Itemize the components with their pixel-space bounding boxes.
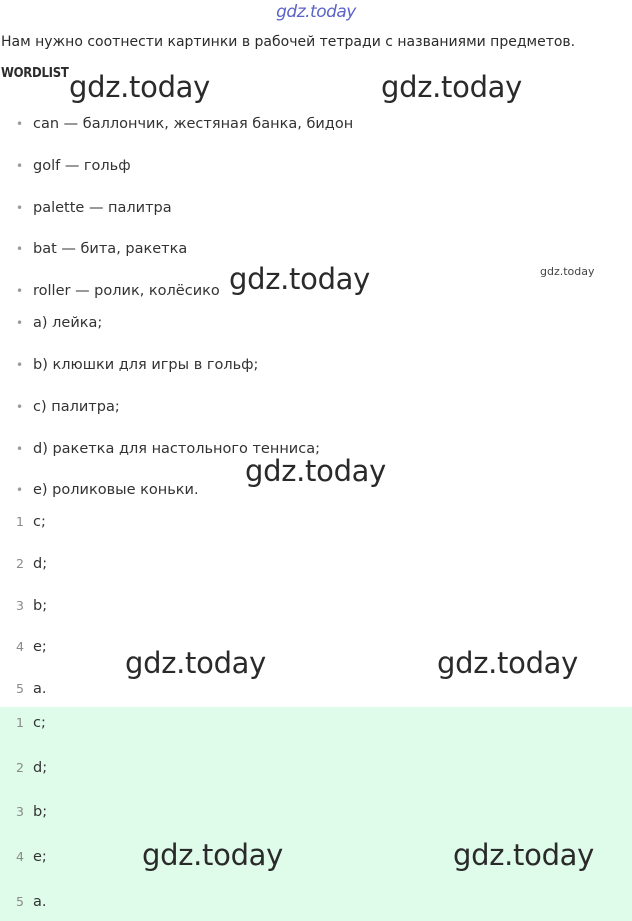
watermark: gdz.today [381, 70, 523, 104]
answer-item-highlighted: 5 a. [16, 894, 47, 910]
answer-item: 3 b; [16, 598, 48, 614]
watermark: gdz.today [245, 454, 387, 488]
wordlist-item: • bat — бита, ракетка [16, 241, 188, 257]
answer-box [0, 707, 632, 921]
bullet-icon: • [16, 117, 24, 131]
answer-item: 1 c; [16, 514, 46, 530]
answer-item-highlighted: 4 e; [16, 849, 47, 865]
watermark-small: gdz.today [540, 265, 595, 278]
bullet-icon: • [16, 284, 24, 298]
answer-item: 4 e; [16, 639, 47, 655]
picture-item: • a) лейка; [16, 315, 103, 331]
bullet-icon: • [16, 159, 24, 173]
watermark: gdz.today [437, 646, 579, 680]
picture-item: • b) клюшки для игры в гольф; [16, 357, 259, 373]
picture-item: • d) ракетка для настольного тенниса; [16, 441, 320, 457]
wordlist-item: • can — баллончик, жестяная банка, бидон [16, 116, 354, 132]
bullet-icon: • [16, 442, 24, 456]
wordlist-item: • golf — гольф [16, 158, 131, 174]
task-instruction: Нам нужно соотнести картинки в рабочей тетради с названиями предметов. [1, 34, 576, 50]
watermark: gdz.today [453, 838, 595, 872]
bullet-icon: • [16, 316, 24, 330]
watermark: gdz.today [142, 838, 284, 872]
watermark: gdz.today [229, 262, 371, 296]
bullet-icon: • [16, 242, 24, 256]
answer-item: 5 a. [16, 681, 47, 697]
answer-item: 2 d; [16, 556, 48, 572]
watermark: gdz.today [69, 70, 211, 104]
wordlist-item: • palette — палитра [16, 200, 172, 216]
wordlist-item: • roller — ролик, колёсико [16, 283, 220, 299]
bullet-icon: • [16, 483, 24, 497]
bullet-icon: • [16, 358, 24, 372]
wordlist-heading: WORDLIST [1, 66, 69, 81]
answer-item-highlighted: 3 b; [16, 804, 48, 820]
picture-item: • e) роликовые коньки. [16, 482, 199, 498]
bullet-icon: • [16, 400, 24, 414]
picture-item: • c) палитра; [16, 399, 120, 415]
top-watermark: gdz.today [276, 2, 356, 22]
watermark: gdz.today [125, 646, 267, 680]
answer-item-highlighted: 1 c; [16, 715, 46, 731]
bullet-icon: • [16, 201, 24, 215]
answer-item-highlighted: 2 d; [16, 760, 48, 776]
